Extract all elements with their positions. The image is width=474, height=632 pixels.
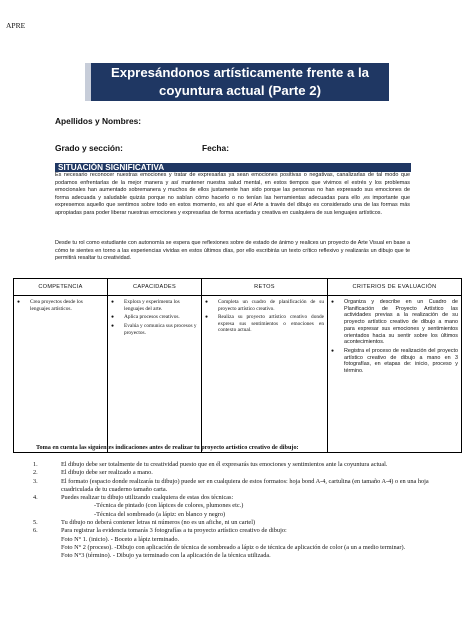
list-item <box>33 461 443 469</box>
list-item <box>33 552 443 560</box>
item-text: -Técnica de pintado (con lápices de colores, plumones etc.) <box>94 502 244 510</box>
bullet-icon: ● <box>111 323 115 330</box>
header-capacidades: CAPACIDADES <box>108 279 202 296</box>
instructions-list <box>33 461 443 561</box>
document-title <box>91 64 389 99</box>
reto-text: Completa un cuadro de planificación de su proyecto artístico creativo. <box>218 299 324 312</box>
list-item <box>33 494 443 502</box>
list-item <box>111 323 198 336</box>
situation-paragraph-2: Desde tu rol como estudiante con autonomía se espera que reflexiones sobre de estado de ánimo y realices un proyecto de Arte Visual en base a cómo te sientes en torno a las experiencias vividas en estos últimos días, por ello escribirás un texto crítico reflexivo y realizarás un dibujo que te permitirá resaltar tu creatividad. <box>55 240 410 262</box>
list-item <box>331 299 458 346</box>
page-corner-text: APRE <box>6 21 26 30</box>
photo-3-text: Foto N°3 (término). - Dibujo ya terminado con la aplicación de la técnica utilizada. <box>61 552 271 560</box>
table-header-row <box>14 279 462 296</box>
capacidades-cell <box>108 296 202 453</box>
bullet-icon: ● <box>331 347 335 354</box>
name-label: Apellidos y Nombres: <box>55 116 142 126</box>
item-text: Tu dibujo no deberá contener letras ni números (no es un afiche, ni un cartel) <box>61 519 256 527</box>
item-number: 3. <box>33 477 38 485</box>
item-text: El formato (espacio donde realizarás tu dibujo) puede ser en cualquiera de estos formatos: hoja bond A-4, cartulina (en tamaño A-4) o en una hoja cuadriculada de tu cuaderno tamaño carta. <box>61 477 429 493</box>
situation-paragraph-1: Es necesario reconocer nuestras emociones y tratar de expresarlas ya sean emociones positivas o negativas, canalizarlas de tal modo que podamos enfrentarlas de la mejor manera y así mantener nuestra salud mental, en estos tiempos que vivimos el estrés y los problemas emocionales han aumentado sobremanera y muchos de ellos justamente han sido porque las personas no han expresado sus emociones de forma adecuada y saludable quizás porque no sabían cómo hacerlo o no tenían las herramientas adecuadas para ello ,es importante que expresemos aquello que sentimos sobre todo en estos momento, es ahí que el Arte a través del dibujo es considerado una de las formas más apropiadas para poder liberar nuestras emociones y expresarlas de forma acertada y creativa en cualquiera de sus lenguajes artísticos. <box>55 172 410 216</box>
list-item <box>33 519 443 527</box>
table-row <box>14 296 462 453</box>
list-item <box>33 527 443 535</box>
item-text: El dibujo debe ser realizado a mano. <box>61 469 153 477</box>
header-criterios: CRITERIOS DE EVALUACIÓN <box>328 279 462 296</box>
header-competencia: COMPETENCIA <box>14 279 108 296</box>
capacidad-text: Explora y experimenta los lenguajes del arte. <box>124 299 180 312</box>
item-number: 4. <box>33 494 38 502</box>
list-item <box>33 502 443 510</box>
instructions-heading: Toma en cuenta las siguientes indicaciones antes de realizar tu proyecto artístico creativo de dibujo: <box>36 444 299 451</box>
reto-text: Realiza su proyecto artístico creativo donde expresa sus sentimientos o emociones en contexto actual. <box>218 314 324 334</box>
item-number <box>33 511 94 519</box>
item-text: El dibujo debe ser totalmente de tu creatividad puesto que en él expresarás tus emociones y sentimientos ante la coyuntura actual. <box>61 461 388 468</box>
capacidad-text: Aplica procesos creativos. <box>124 314 180 321</box>
situation-heading: SITUACIÓN SIGNIFICATIVA <box>58 162 165 172</box>
competencia-text: Crea proyectos desde los lenguajes artísticos. <box>30 299 83 312</box>
photo-1-text: Foto N° 1. (inicio). - Boceto a lápiz terminado. <box>61 535 180 543</box>
item-number: 1. <box>33 461 38 468</box>
list-item <box>33 469 443 477</box>
bullet-icon: ● <box>111 314 115 321</box>
competency-table <box>13 278 462 453</box>
list-item <box>205 299 324 312</box>
title-line-2: coyuntura actual (Parte 2) <box>159 82 321 98</box>
item-number: 6. <box>33 527 38 535</box>
list-item <box>111 314 198 321</box>
bullet-icon: ● <box>331 299 335 305</box>
header-retos: RETOS <box>202 279 328 296</box>
criterio-text: Organiza y describe en un Cuadro de Planificación de Proyecto Artístico las actividades previas a la realización de su proyecto artístico creativo de dibujo a mano para expresar sus emociones y sentimientos orientados hacia su sentir sobre los últimos acontecimientos. <box>344 299 458 346</box>
list-item <box>17 299 104 312</box>
capacidad-text: Evalúa y comunica sus procesos y proyectos. <box>124 323 197 336</box>
item-number: 5. <box>33 519 38 527</box>
item-number <box>33 502 94 510</box>
bullet-icon: ● <box>111 299 115 305</box>
list-item <box>33 536 443 544</box>
date-label: Fecha: <box>202 143 229 153</box>
grade-label: Grado y sección: <box>55 143 123 153</box>
retos-cell <box>202 296 328 453</box>
item-text: -Técnica del sombreado (a lápiz: en blanco y negro) <box>94 510 226 518</box>
bullet-icon: ● <box>205 299 209 305</box>
item-text: Puedes realizar tu dibujo utilizando cualquiera de estas dos técnicas: <box>61 494 234 502</box>
criterio-text: Registra el proceso de realización del proyecto artístico creativo de dibujo a mano en 3 fotografías, en etapas de: inicio, proceso y término. <box>344 347 458 375</box>
criterios-cell <box>328 296 462 453</box>
list-item <box>33 544 443 552</box>
list-item <box>33 511 443 519</box>
title-line-1: Expresándonos artísticamente frente a la <box>111 65 369 80</box>
list-item <box>111 299 198 312</box>
item-number: 2. <box>33 469 38 477</box>
list-item <box>205 314 324 334</box>
bullet-icon: ● <box>17 299 21 305</box>
list-item <box>33 478 443 495</box>
list-item <box>331 348 458 375</box>
item-text: Para registrar la evidencia tomarás 3 fotografías a tu proyecto artístico creativo de dibujo: <box>61 527 287 535</box>
photo-2-text: Foto N° 2 (proceso). -Dibujo con aplicación de técnica de sombreado a lápiz o de técnica de aplicación de color (a un a medio terminar). <box>61 543 406 551</box>
competencia-cell <box>14 296 108 453</box>
bullet-icon: ● <box>205 314 209 321</box>
